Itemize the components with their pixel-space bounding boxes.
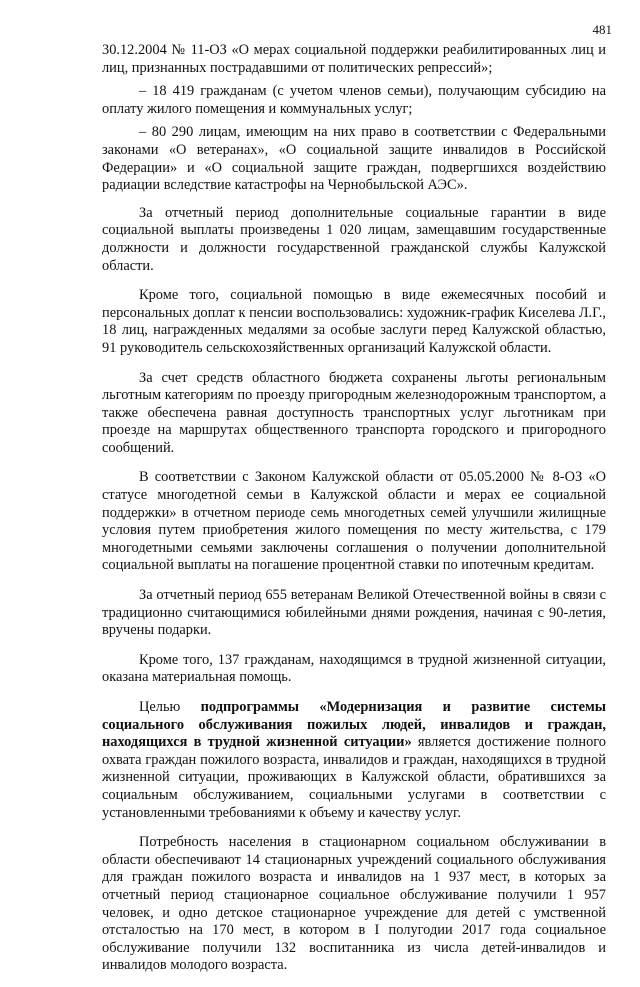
- subprogram-title: подпрограммы «Модернизация и развитие системы социального обслуживания пожилых людей, инвалидов и граждан, находящихся в трудной жизненной ситуации»: [102, 699, 607, 751]
- paragraph-veteran-gifts: За отчетный период 655 ветеранам Великой Отечественной войны в связи с традиционно считающимися юбилейными днями рождения, начиная с 90-летия, вручены подарки.: [102, 587, 606, 639]
- paragraph-housing-subsidy: – 18 419 гражданам (с учетом членов семьи), получающим субсидию на оплату жилого помещения и коммунальных услуг;: [102, 83, 606, 117]
- paragraph-material-aid: Кроме того, 137 гражданам, находящимся в трудной жизненной ситуации, оказана материальная помощь.: [102, 651, 606, 686]
- paragraph-additional-guarantees: За отчетный период дополнительные социальные гарантии в виде социальной выплаты произведены 1 020 лицам, замещавшим государственные должности и должности государственной гражданской службы Калужской области.: [102, 204, 606, 274]
- paragraph-subprogram-goal: [102, 699, 606, 822]
- paragraph-large-families: В соответствии с Законом Калужской области от 05.05.2000 № 8-ОЗ «О статусе многодетной семьи в Калужской области и мерах ее социальной поддержки» в отчетном периоде семь многодетных семей улучшили жилищные условия путем приобретения жилого помещения по месту жительства, с 179 многодетными семьями заключены соглашения о получении дополнительной социальной выплаты на погашение процентной ставки по ипотечным кредитам.: [102, 469, 606, 574]
- paragraph-transport-benefits: За счет средств областного бюджета сохранены льготы региональным льготным категориям по проезду пригородным железнодорожным транспортом, а также обеспечена равная доступность транспортных услуг льготникам при проезде на маршрутах общественного транспорта городского и пригородного сообщений.: [102, 369, 606, 456]
- paragraph-law-reference: 30.12.2004 № 11-ОЗ «О мерах социальной поддержки реабилитированных лиц и лиц, признанных пострадавшими от политических репрессий»;: [102, 42, 606, 76]
- document-body: [102, 42, 606, 987]
- subprogram-goal-rest: является достижение полного охвата граждан пожилого возраста, инвалидов и граждан, находящихся в трудной жизненной ситуации, проживающих в Калужской области, обратившихся за социальным обслуживанием, социальными услугами в соответствии с установленными требованиями к объему и качеству услуг.: [102, 734, 607, 821]
- paragraph-stationary-services: Потребность населения в стационарном социальном обслуживании в области обеспечивают 14 стационарных учреждений социального обслуживания для граждан пожилого возраста и инвалидов на 1 937 мест, в которых за отчетный период стационарное социальное обслуживание получили 1 957 человек, и одно детское стационарное учреждение для детей с умственной отсталостью на 170 мест, в котором в I полугодии 2017 года социальное обслуживание получили 132 воспитанника из числа детей-инвалидов и инвалидов молодого возраста.: [102, 834, 606, 974]
- page-number: 481: [592, 22, 612, 37]
- subprogram-goal-lead: Целью: [139, 699, 201, 715]
- paragraph-federal-laws: – 80 290 лицам, имеющим на них право в соответствии с Федеральными законами «О ветеранах», «О социальной защите инвалидов в Российской Федерации» и «О социальной защите граждан, подвергшихся воздействию радиации вследствие катастрофы на Чернобыльской АЭС».: [102, 124, 606, 194]
- paragraph-monthly-allowances: Кроме того, социальной помощью в виде ежемесячных пособий и персональных доплат к пенсии воспользовались: художник-график Киселева Л.Г., 18 лиц, награжденных медалями за особые заслуги перед Калужской областью, 91 руководитель сельскохозяйственных организаций Калужской области.: [102, 287, 606, 356]
